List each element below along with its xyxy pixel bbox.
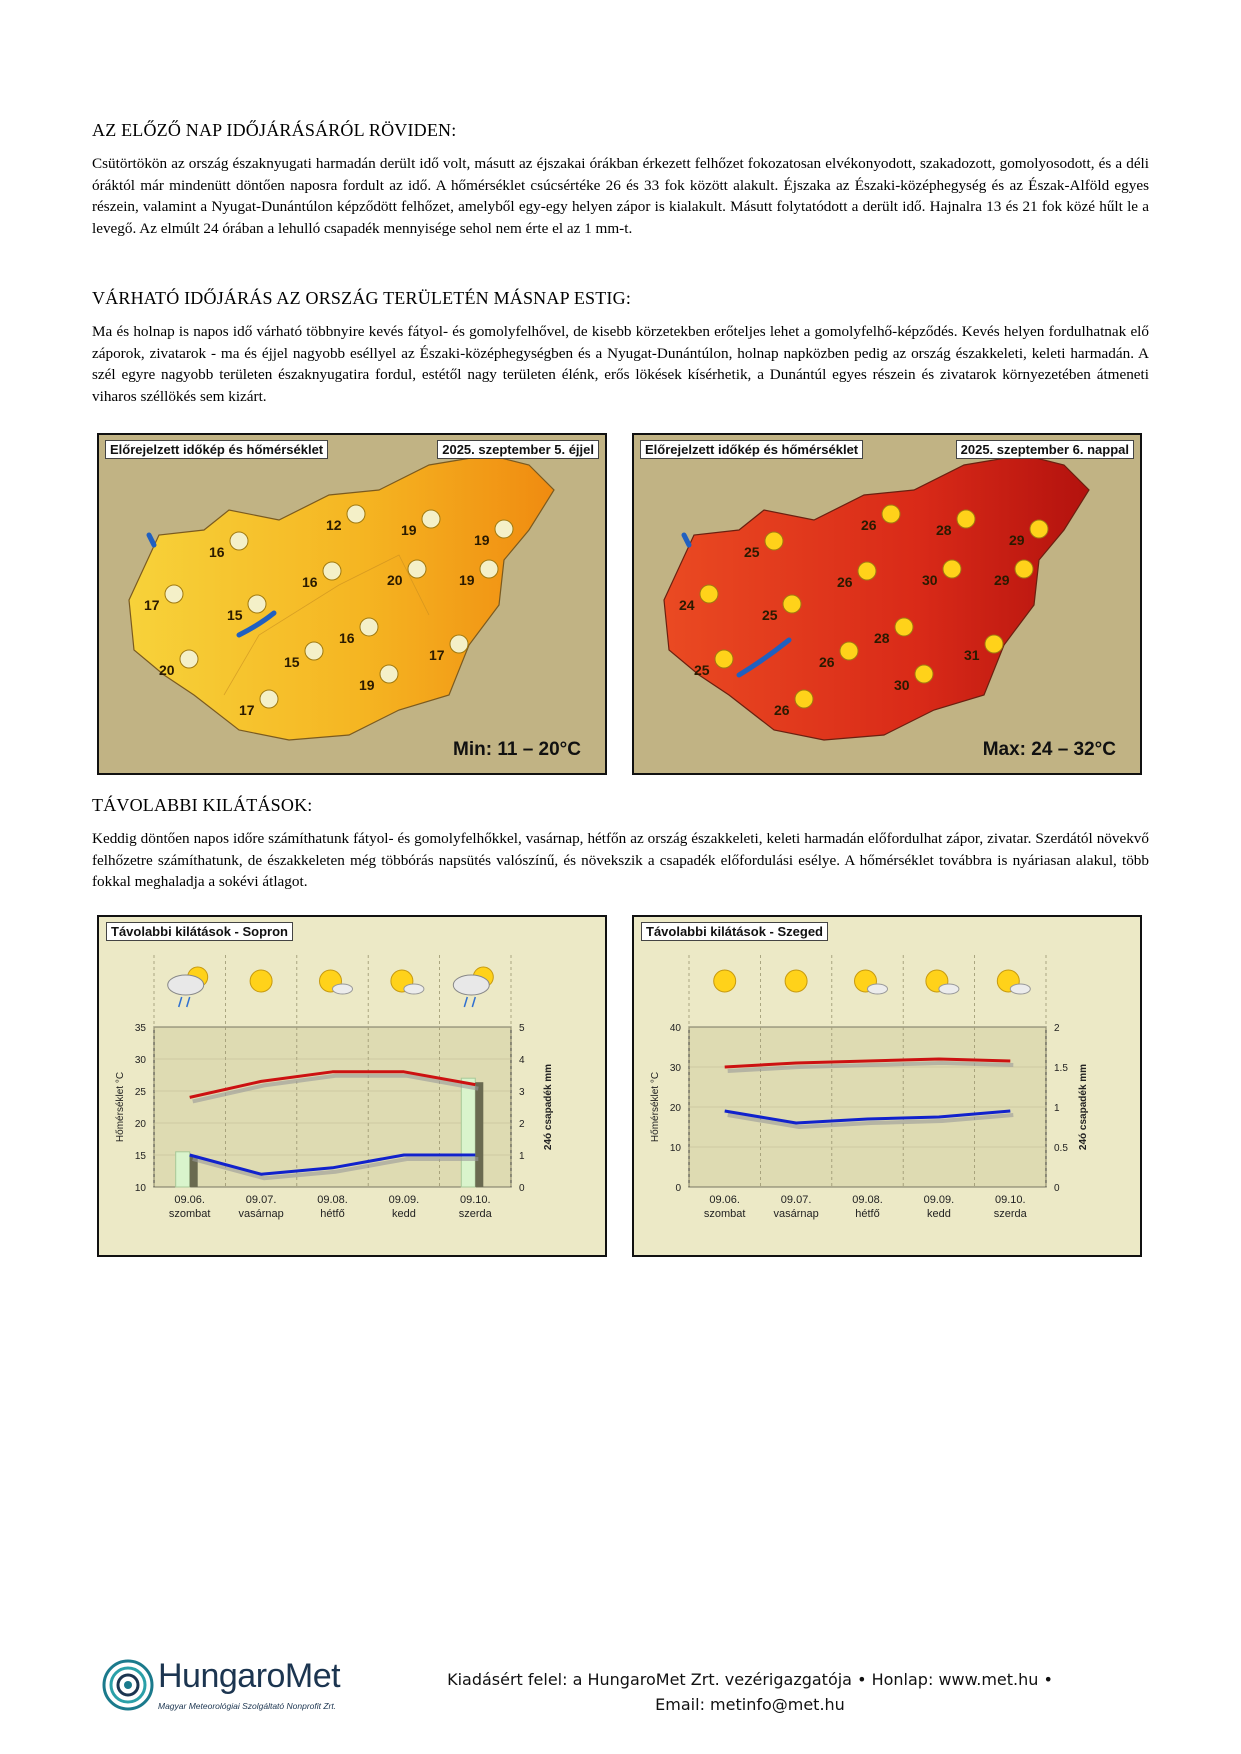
right-tick-label: 2 bbox=[1054, 1023, 1060, 1034]
map-temp-label: 29 bbox=[994, 572, 1010, 588]
x-tick-date: 09.10. bbox=[460, 1194, 491, 1206]
sun-icon bbox=[765, 532, 783, 550]
precip-bar bbox=[461, 1078, 475, 1187]
moon-icon bbox=[165, 585, 183, 603]
right-tick-label: 3 bbox=[519, 1087, 525, 1098]
right-tick-label: 0.5 bbox=[1054, 1143, 1068, 1154]
logo-text: HungaroMet bbox=[158, 1657, 341, 1695]
logo-swirl-icon bbox=[100, 1655, 156, 1715]
map-night-date: 2025. szeptember 5. éjjel bbox=[437, 440, 599, 459]
moon-icon bbox=[248, 595, 266, 613]
sun-icon bbox=[714, 970, 736, 992]
right-axis-label: 24ó csapadék mm bbox=[1078, 1063, 1089, 1151]
map-temp-label: 26 bbox=[819, 654, 835, 670]
left-tick-label: 30 bbox=[134, 1055, 146, 1066]
section-heading-forecast: VÁRHATÓ IDŐJÁRÁS AZ ORSZÁG TERÜLETÉN MÁSNAP ESTIG: bbox=[92, 288, 632, 308]
sun-icon bbox=[250, 970, 272, 992]
map-temp-label: 16 bbox=[339, 630, 355, 646]
left-tick-label: 20 bbox=[669, 1103, 681, 1114]
x-tick-day: hétfő bbox=[855, 1208, 880, 1220]
map-temp-label: 20 bbox=[159, 662, 175, 678]
map-night-min-stat: Min: 11 – 20°C bbox=[453, 739, 581, 760]
sun-icon bbox=[957, 510, 975, 528]
chart-szeged bbox=[632, 915, 1142, 1257]
map-temp-label: 30 bbox=[922, 572, 938, 588]
map-day-date: 2025. szeptember 6. nappal bbox=[956, 440, 1134, 459]
moon-icon bbox=[380, 665, 398, 683]
map-temp-label: 31 bbox=[964, 647, 980, 663]
sun-icon bbox=[1030, 520, 1048, 538]
sun-icon bbox=[785, 970, 807, 992]
map-temp-label: 20 bbox=[387, 572, 403, 588]
map-temp-label: 26 bbox=[774, 702, 790, 718]
x-tick-date: 09.07. bbox=[780, 1194, 812, 1206]
footer-text bbox=[400, 1667, 1100, 1717]
map-temp-label: 15 bbox=[284, 654, 300, 670]
left-tick-label: 30 bbox=[669, 1063, 681, 1074]
x-tick-day: szombat bbox=[168, 1208, 211, 1220]
chart-sopron-title: Távolabbi kilátások - Sopron bbox=[106, 922, 293, 941]
left-tick-label: 35 bbox=[134, 1023, 146, 1034]
x-tick-date: 09.07. bbox=[245, 1194, 277, 1206]
sun-icon bbox=[895, 618, 913, 636]
cloud-icon bbox=[1010, 984, 1030, 994]
x-tick-day: hétfő bbox=[320, 1208, 345, 1220]
sun-icon bbox=[943, 560, 961, 578]
sun-icon bbox=[915, 665, 933, 683]
moon-icon bbox=[360, 618, 378, 636]
x-tick-day: szombat bbox=[703, 1208, 746, 1220]
sun-icon bbox=[882, 505, 900, 523]
right-tick-label: 4 bbox=[519, 1055, 525, 1066]
sun-icon bbox=[700, 585, 718, 603]
rain-icon bbox=[187, 997, 190, 1007]
x-tick-date: 09.08. bbox=[852, 1194, 883, 1206]
x-tick-day: szerda bbox=[993, 1208, 1027, 1220]
chart-szeged-graphic bbox=[634, 917, 1140, 1255]
map-temp-label: 25 bbox=[744, 544, 760, 560]
footer-line-email: Email: metinfo@met.hu bbox=[655, 1695, 845, 1714]
map-temp-label: 26 bbox=[861, 517, 877, 533]
footer-line-publisher: Kiadásért felel: a HungaroMet Zrt. vezérigazgatója • Honlap: www.met.hu • bbox=[447, 1670, 1053, 1689]
moon-icon bbox=[495, 520, 513, 538]
moon-icon bbox=[347, 505, 365, 523]
precip-bar-shadow bbox=[475, 1082, 483, 1187]
rain-icon bbox=[179, 997, 182, 1007]
map-temp-label: 17 bbox=[239, 702, 255, 718]
right-tick-label: 2 bbox=[519, 1119, 525, 1130]
cloud-icon bbox=[333, 984, 353, 994]
left-tick-label: 40 bbox=[669, 1023, 681, 1034]
right-tick-label: 1 bbox=[1054, 1103, 1060, 1114]
rain-icon bbox=[464, 997, 467, 1007]
x-tick-day: kedd bbox=[391, 1208, 416, 1220]
paragraph-previous-day: Csütörtökön az ország északnyugati harmadán derült idő volt, másutt az éjszakai órákban érkezett felhőzet fokozatosan elvékonyodott, szakadozott, gomolyosodott, és a déli óráktól már mindenütt döntően naposra fordult az idő. A hőmérséklet csúcsértéke 26 és 33 fok között alakult. Éjszaka az Északi-középhegység és az Észak-Alföld egyes részein, valamint a Nyugat-Dunántúlon képződött felhőzet, amelyből egy-egy helyen zápor is kialakult. Másutt folytatódott a derült idő. Hajnalra 13 és 21 fok közé hűlt le a levegő. Az elmúlt 24 órában a lehulló csapadék mennyisége sehol nem érte el az 1 mm-t. bbox=[92, 155, 1149, 237]
right-tick-label: 0 bbox=[519, 1183, 525, 1194]
right-tick-label: 1.5 bbox=[1054, 1063, 1068, 1074]
map-temp-label: 19 bbox=[459, 572, 475, 588]
paragraph-outlook: Keddig döntően napos időre számíthatunk fátyol- és gomolyfelhőkkel, vasárnap, hétfőn az ország északkeleti, keleti harmadán előfordulhat zápor, zivatar. Szerdától növekvő felhőzetre számíthatunk, de északkeleten még többórás napsütés valószínű, és növekszik a csapadék előfordulási esélye. A hőmérséklet továbbra is nyáriasan alakul, több fokkal meghaladja a sokévi átlagot. bbox=[92, 830, 1149, 890]
precip-bar bbox=[176, 1152, 190, 1187]
rain-icon bbox=[472, 997, 475, 1007]
sun-icon bbox=[840, 642, 858, 660]
map-day-graphic bbox=[634, 435, 1142, 775]
map-temp-label: 19 bbox=[359, 677, 375, 693]
map-temp-label: 25 bbox=[762, 607, 778, 623]
sun-icon bbox=[1015, 560, 1033, 578]
x-tick-day: kedd bbox=[926, 1208, 951, 1220]
moon-icon bbox=[323, 562, 341, 580]
left-tick-label: 0 bbox=[675, 1183, 681, 1194]
cloud-icon bbox=[868, 984, 888, 994]
chart-sopron-graphic bbox=[99, 917, 605, 1255]
map-temp-label: 15 bbox=[227, 607, 243, 623]
x-tick-date: 09.10. bbox=[995, 1194, 1026, 1206]
cloud-icon bbox=[168, 975, 204, 995]
map-temp-label: 26 bbox=[837, 574, 853, 590]
chart-sopron bbox=[97, 915, 607, 1257]
map-day-max-stat: Max: 24 – 32°C bbox=[982, 739, 1116, 760]
x-tick-day: vasárnap bbox=[773, 1208, 819, 1220]
hungaromet-logo bbox=[100, 1655, 360, 1725]
map-temp-label: 19 bbox=[401, 522, 417, 538]
map-temp-label: 19 bbox=[474, 532, 490, 548]
map-night bbox=[97, 433, 607, 775]
map-day bbox=[632, 433, 1142, 775]
cloud-icon bbox=[939, 984, 959, 994]
sun-icon bbox=[795, 690, 813, 708]
map-temp-label: 28 bbox=[874, 630, 890, 646]
logo-subtitle: Magyar Meteorológiai Szolgáltató Nonprofit Zrt. bbox=[158, 1701, 337, 1711]
x-tick-date: 09.06. bbox=[174, 1194, 205, 1206]
right-axis-label: 24ó csapadék mm bbox=[543, 1063, 554, 1151]
map-temp-label: 24 bbox=[679, 597, 695, 613]
moon-icon bbox=[422, 510, 440, 528]
x-tick-day: vasárnap bbox=[238, 1208, 284, 1220]
moon-icon bbox=[230, 532, 248, 550]
left-tick-label: 10 bbox=[669, 1143, 681, 1154]
map-temp-label: 16 bbox=[209, 544, 225, 560]
sun-icon bbox=[985, 635, 1003, 653]
left-axis-label: Hőmérséklet °C bbox=[115, 1071, 126, 1143]
x-tick-date: 09.09. bbox=[388, 1194, 420, 1206]
map-temp-label: 25 bbox=[694, 662, 710, 678]
moon-icon bbox=[450, 635, 468, 653]
moon-icon bbox=[305, 642, 323, 660]
right-tick-label: 5 bbox=[519, 1023, 525, 1034]
map-temp-label: 17 bbox=[144, 597, 160, 613]
map-temp-label: 17 bbox=[429, 647, 445, 663]
map-day-title: Előrejelzett időkép és hőmérséklet bbox=[640, 440, 863, 459]
right-tick-label: 0 bbox=[1054, 1183, 1060, 1194]
map-temp-label: 28 bbox=[936, 522, 952, 538]
left-axis-label: Hőmérséklet °C bbox=[650, 1071, 661, 1143]
left-tick-label: 10 bbox=[134, 1183, 146, 1194]
left-tick-label: 15 bbox=[134, 1151, 146, 1162]
moon-icon bbox=[180, 650, 198, 668]
moon-icon bbox=[260, 690, 278, 708]
map-temp-label: 16 bbox=[302, 574, 318, 590]
moon-icon bbox=[408, 560, 426, 578]
sun-icon bbox=[783, 595, 801, 613]
left-tick-label: 20 bbox=[134, 1119, 146, 1130]
map-night-graphic bbox=[99, 435, 607, 775]
map-temp-label: 29 bbox=[1009, 532, 1025, 548]
x-tick-day: szerda bbox=[458, 1208, 492, 1220]
paragraph-forecast: Ma és holnap is napos idő várható többnyire kevés fátyol- és gomolyfelhővel, de kisebb körzetekben erőteljes lehet a gomolyfelhő-képződés. Kevés helyen fordulhatnak elő záporok, zivatarok - ma és éjjel nagyobb eséllyel az Északi-középhegységben és a Nyugat-Dunántúlon, holnap napközben pedig az ország északkeleti, keleti harmadán. A szél egyre nagyobb területen északnyugatira fordul, estétől nagy területen élénk, erős lökések kísérhetik, a Dunántúl egyes részein és zivatarok környezetében átmeneti viharos széllökés sem kizárt. bbox=[92, 323, 1149, 405]
x-tick-date: 09.09. bbox=[923, 1194, 955, 1206]
cloud-icon bbox=[404, 984, 424, 994]
right-tick-label: 1 bbox=[519, 1151, 525, 1162]
chart-szeged-title: Távolabbi kilátások - Szeged bbox=[641, 922, 828, 941]
x-tick-date: 09.06. bbox=[709, 1194, 740, 1206]
map-temp-label: 12 bbox=[326, 517, 342, 533]
left-tick-label: 25 bbox=[134, 1087, 146, 1098]
map-night-title: Előrejelzett időkép és hőmérséklet bbox=[105, 440, 328, 459]
section-heading-previous-day: AZ ELŐZŐ NAP IDŐJÁRÁSÁRÓL RÖVIDEN: bbox=[92, 120, 457, 140]
x-tick-date: 09.08. bbox=[317, 1194, 348, 1206]
map-temp-label: 30 bbox=[894, 677, 910, 693]
cloud-icon bbox=[453, 975, 489, 995]
sun-icon bbox=[715, 650, 733, 668]
section-heading-outlook: TÁVOLABBI KILÁTÁSOK: bbox=[92, 795, 313, 815]
moon-icon bbox=[480, 560, 498, 578]
sun-icon bbox=[858, 562, 876, 580]
